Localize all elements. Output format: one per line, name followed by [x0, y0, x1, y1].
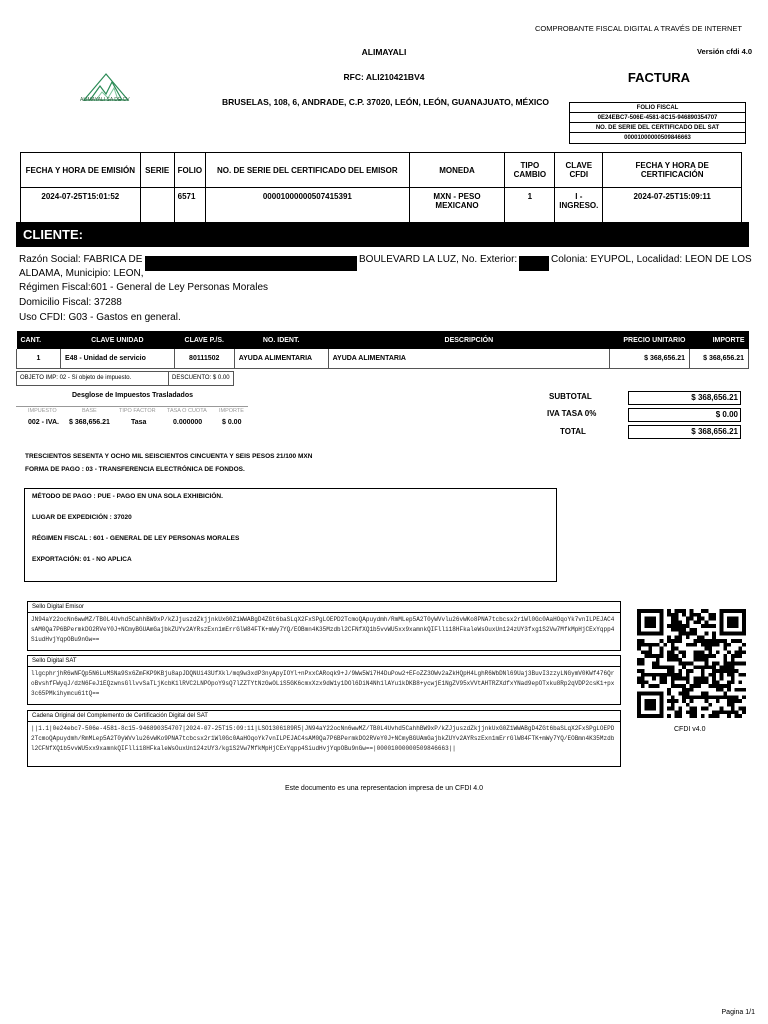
- info-header: NO. DE SERIE DEL CERTIFICADO DEL EMISOR: [206, 153, 409, 188]
- cfdi-version: Versión cfdi 4.0: [696, 47, 752, 56]
- cliente-colonia: Colonia: EYUPOL, Localidad: LEON DE LOS: [551, 254, 752, 265]
- concept-description: AYUDA ALIMENTARIA: [328, 349, 609, 368]
- cliente-razon-line: [19, 253, 142, 267]
- amount-in-words: TRESCIENTOS SESENTA Y OCHO MIL SEISCIENTOS CINCUENTA Y SEIS PESOS 21/100 MXN: [25, 453, 313, 460]
- concept-header: CLAVE UNIDAD: [60, 331, 174, 349]
- concept-quantity: 1: [17, 349, 61, 368]
- lugar-expedicion: LUGAR DE EXPEDICIÓN : 37020: [32, 514, 132, 521]
- sello-emisor-title: Sello Digital Emisor: [28, 602, 620, 613]
- info-header: SERIE: [140, 153, 174, 188]
- info-header-row: [21, 153, 742, 188]
- tax-rate: 0.000000: [173, 419, 203, 426]
- info-header: FECHA Y HORA DE EMISIÓN: [21, 153, 141, 188]
- issuer-rfc: RFC: ALI210421BV4: [343, 72, 425, 82]
- exchange-rate: 1: [505, 188, 555, 223]
- cliente-razon-social: Razón Social: FABRICA DE: [19, 254, 143, 265]
- folio-value: 0E24EBC7-506E-4581-8C15-946890354707: [570, 113, 745, 123]
- logo-caption: ALIMAYALI SA DE CV: [80, 97, 130, 103]
- currency: MXN - PESO MEXICANO: [409, 188, 505, 223]
- concept-header: IMPORTE: [689, 331, 748, 349]
- company-logo: [76, 70, 136, 110]
- sat-serie-label: NO. DE SERIE DEL CERTIFICADO DEL SAT: [570, 123, 745, 133]
- tax-factor: Tasa: [131, 419, 147, 426]
- info-header: MONEDA: [409, 153, 505, 188]
- concept-header: CANT.: [17, 331, 61, 349]
- emisor-cert-serie: 00001000000507415391: [206, 188, 409, 223]
- sello-sat-box: [27, 655, 621, 705]
- document-tag: COMPROBANTE FISCAL DIGITAL A TRAVÉS DE INTERNET: [535, 24, 742, 33]
- redaction-block: [145, 256, 357, 271]
- total-label: TOTAL: [560, 427, 586, 436]
- tax-base: $ 368,656.21: [69, 419, 110, 426]
- cfdi-type: I - INGRESO.: [555, 188, 603, 223]
- sello-emisor-value: JN94aY22ocNn6wwMZ/TB0L4Uvhd5CahhBW9xP/kZJjuszdZkjjnkUxG0Z1WWABgD4ZGt6baSLqX2FxSPgLOEPD2TcmoQApuydmh/RmMLep5A2T0yWVvlu26vWKo8PNA7tcbcsx2r1Wl0Gc0AaHOqoYk7vnILPEJAC4sAM0Qa7P6BPermkDO2RVeY0J+NCmyBGUAmGajbkZUYv2AYRszExn1mErrGlW84FTK+mWy7YQ/EOBmn4K35Mzdbl2CFNfXQ1b5vvWU5xx9xamnkQIFlli18HFkaleWsOuxUn124zUY3fxg1S2Vw7MfkMpHjCExYqpp4SiudHvjYqpOBu9nGw==: [31, 616, 615, 643]
- concept-ident: AYUDA ALIMENTARIA: [234, 349, 328, 368]
- folio-label: FOLIO FISCAL: [570, 103, 745, 113]
- tax-type: 002 - IVA.: [28, 419, 59, 426]
- subtotal-label: SUBTOTAL: [549, 392, 592, 401]
- metodo-pago: MÉTODO DE PAGO : PUE - PAGO EN UNA SOLA EXHIBICIÓN.: [32, 493, 223, 500]
- info-value-row: [21, 188, 742, 223]
- page-number: Pagina 1/1: [721, 1009, 755, 1016]
- cliente-title: CLIENTE:: [16, 222, 749, 247]
- cliente-domicilio: Domicilio Fiscal: 37288: [19, 297, 122, 308]
- total-value: $ 368,656.21: [628, 425, 741, 439]
- emission-date: 2024-07-25T15:01:52: [21, 188, 141, 223]
- folio-number: 6571: [174, 188, 205, 223]
- concept-amount: $ 368,656.21: [689, 349, 748, 368]
- concept-tax-object: [16, 371, 234, 386]
- cliente-uso-cfdi: Uso CFDI: G03 - Gastos en general.: [19, 312, 181, 323]
- concepts-header-row: [17, 331, 749, 349]
- tax-header: TIPO FACTOR: [119, 408, 156, 414]
- info-header: TIPO CAMBIO: [505, 153, 555, 188]
- invoice-info-table: [20, 152, 742, 223]
- issuer-address: BRUSELAS, 108, 6, ANDRADE, C.P. 37020, LEÓN, LEÓN, GUANAJUATO, MÉXICO: [222, 97, 550, 107]
- taxes-header-row: [16, 406, 248, 415]
- sello-sat-value: llgcphrjhR6wNFQp5N6LuMSNa9Sx6ZmFKP9KBju8apJDQNUi43UfXkl/mq9w3xdP3nyApyIOYl+nPxxCARoqk9+J/9Ww5Wi7H4DuPow2+EFoZZ3OWv2aZkHQpH4LghR6WbDNl69Uaj3BuvI3zzyLNGymV0KWf476QroBvshfFWyqJ/dzN6FeJ1EQzwnsGllvvSaTLjKcbK1lRVC2LNPOpoY9sQ7lZZTYtNzGwOLiS5GK6cmxXzx9dW1y1DOl6DiN4Nh1lAYu1kDKB8+ycwjE1NgZV95xVVtAHTRZXdfxYNad9epOTxku8Rp2qVDP2csK1+px3c65PMkihymcu61tQ==: [31, 670, 615, 697]
- payment-details-box: [24, 488, 557, 582]
- certification-date: 2024-07-25T15:09:11: [603, 188, 742, 223]
- info-header: CLAVE CFDI: [555, 153, 603, 188]
- concept-header: CLAVE P./S.: [174, 331, 234, 349]
- cadena-original-box: [27, 710, 621, 767]
- regimen-fiscal: RÉGIMEN FISCAL : 601 - GENERAL DE LEY PERSONAS MORALES: [32, 535, 240, 542]
- table-row: [17, 349, 749, 368]
- qr-caption: CFDI v4.0: [674, 726, 706, 733]
- taxes-title: Desglose de Impuestos Trasladados: [72, 392, 193, 399]
- document-type: FACTURA: [627, 70, 690, 85]
- concepts-table: [16, 331, 749, 369]
- info-header: FOLIO: [174, 153, 205, 188]
- cliente-street: BOULEVARD LA LUZ, No. Exterior:: [359, 254, 518, 265]
- tax-header: BASE: [82, 408, 97, 414]
- iva-label: IVA TASA 0%: [547, 409, 597, 418]
- tax-header: IMPUESTO: [28, 408, 57, 414]
- exportacion: EXPORTACIÓN: 01 - NO APLICA: [32, 556, 132, 563]
- sello-emisor-box: [27, 601, 621, 651]
- footer-note: Este documento es una representacion impresa de un CFDI 4.0: [284, 785, 484, 792]
- cadena-value: ||1.1|0e24ebc7-506e-4581-8c15-946890354707|2024-07-25T15:09:11|LSO1306189R5|JN94aY22ocNn6wwMZ/TB0L4Uvhd5CahhBW9xP/kZJjuszdZkjjnkUxG0Z1WWABgD4ZGt6baSLqX2FxSPgLOEPD2TcmoQApuydmh/RmMLep5A2T0yWVvlu26vWKo9PNA7tcbcsx2r1Wl0Gc0AaHOqoYk7vnILPEJAC4sAM0Qa7P6BPermkDO2RVeY0J+NCmyBGUAmGajbkZUYv2AYRszExn1mErrGlW84FTK+mWy7YQ/EOBmn4K35Mzdbl2CFNfXQ1b5vvWU5xx9xamnkQIFlli18HFkaleWsOuxUn124zUY3/kg1S2Vw7MfkMpHjCExYqpp4SiudHvjYqpOBu9nGw==|00001000000509846663||: [31, 725, 615, 752]
- folio-fiscal-box: [569, 102, 746, 144]
- tax-header: IMPORTE: [219, 408, 244, 414]
- forma-de-pago: FORMA DE PAGO : 03 - TRANSFERENCIA ELECTRÓNICA DE FONDOS.: [25, 466, 245, 473]
- concept-unit-price: $ 368,656.21: [610, 349, 690, 368]
- descuento: DESCUENTO: $ 0.00: [172, 375, 230, 381]
- subtotal-value: $ 368,656.21: [628, 391, 741, 405]
- serie-value: [140, 188, 174, 223]
- iva-value: $ 0.00: [628, 408, 741, 422]
- objeto-impuesto: OBJETO IMP: 02 - Sí objeto de impuesto.: [17, 372, 169, 385]
- concept-header: PRECIO UNITARIO: [610, 331, 690, 349]
- cadena-title: Cadena Original del Complemento de Certificación Digital del SAT: [28, 711, 620, 722]
- concept-header: NO. IDENT.: [234, 331, 328, 349]
- concept-header: DESCRIPCIÓN: [328, 331, 609, 349]
- issuer-name: ALIMAYALI: [361, 47, 407, 57]
- sello-sat-title: Sello Digital SAT: [28, 656, 620, 667]
- sat-serie-value: 00001000000509846663: [624, 135, 691, 141]
- concept-product-key: 80111502: [174, 349, 234, 368]
- info-header: FECHA Y HORA DE CERTIFICACIÓN: [603, 153, 742, 188]
- qr-code: [637, 607, 746, 720]
- table-row: [16, 419, 248, 429]
- redaction-block: [519, 256, 549, 271]
- concept-unit: E48 - Unidad de servicio: [60, 349, 174, 368]
- tax-amount: $ 0.00: [222, 419, 242, 426]
- cliente-municipio: ALDAMA, Municipio: LEON,: [19, 268, 144, 279]
- cliente-regimen: Régimen Fiscal:601 - General de Ley Personas Morales: [19, 282, 269, 293]
- tax-header: TASA O CUOTA: [167, 408, 207, 414]
